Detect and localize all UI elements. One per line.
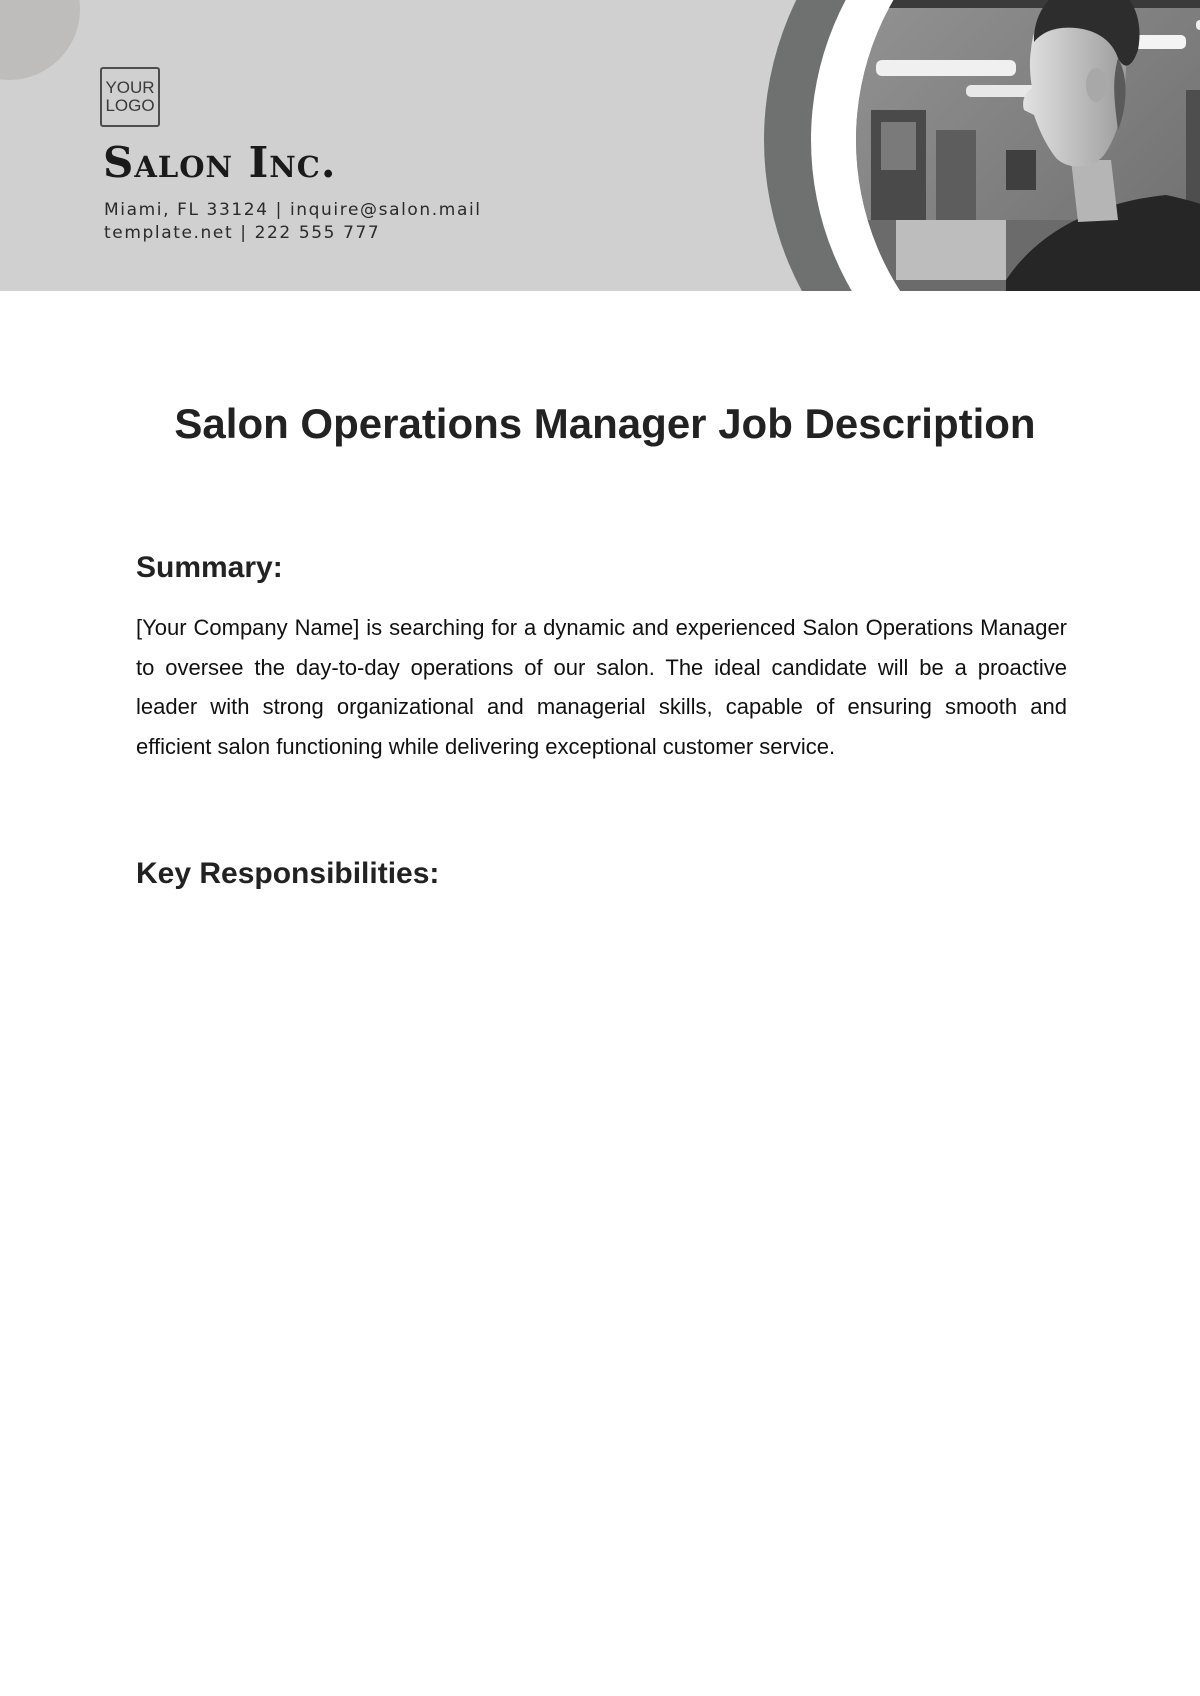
header-photo-image: [856, 0, 1200, 291]
contact-address-email: Miami, FL 33124 | inquire@salon.mail: [104, 200, 482, 220]
letterhead-banner: [0, 0, 1200, 291]
document-title: Salon Operations Manager Job Description: [174, 400, 1036, 447]
decorative-corner-circle: [0, 0, 80, 80]
logo-text-line1: YOUR: [105, 78, 155, 97]
summary-heading: Summary:: [136, 551, 283, 584]
logo-text-line2: LOGO: [105, 96, 155, 115]
company-logo-placeholder: [100, 67, 160, 127]
barbershop-client-photo-icon: [856, 0, 1200, 291]
key-responsibilities-heading: Key Responsibilities:: [136, 857, 440, 890]
company-name: Salon Inc.: [103, 138, 337, 187]
contact-website-phone: template.net | 222 555 777: [104, 223, 381, 243]
summary-paragraph: [Your Company Name] is searching for a dynamic and experienced Salon Operations Manager to oversee the day-to-day operations of our salon. The ideal candidate will be a proactive leader with strong organizational and managerial skills, capable of ensuring smooth and efficient salon functioning while delivering exceptional customer service.: [136, 615, 1067, 759]
